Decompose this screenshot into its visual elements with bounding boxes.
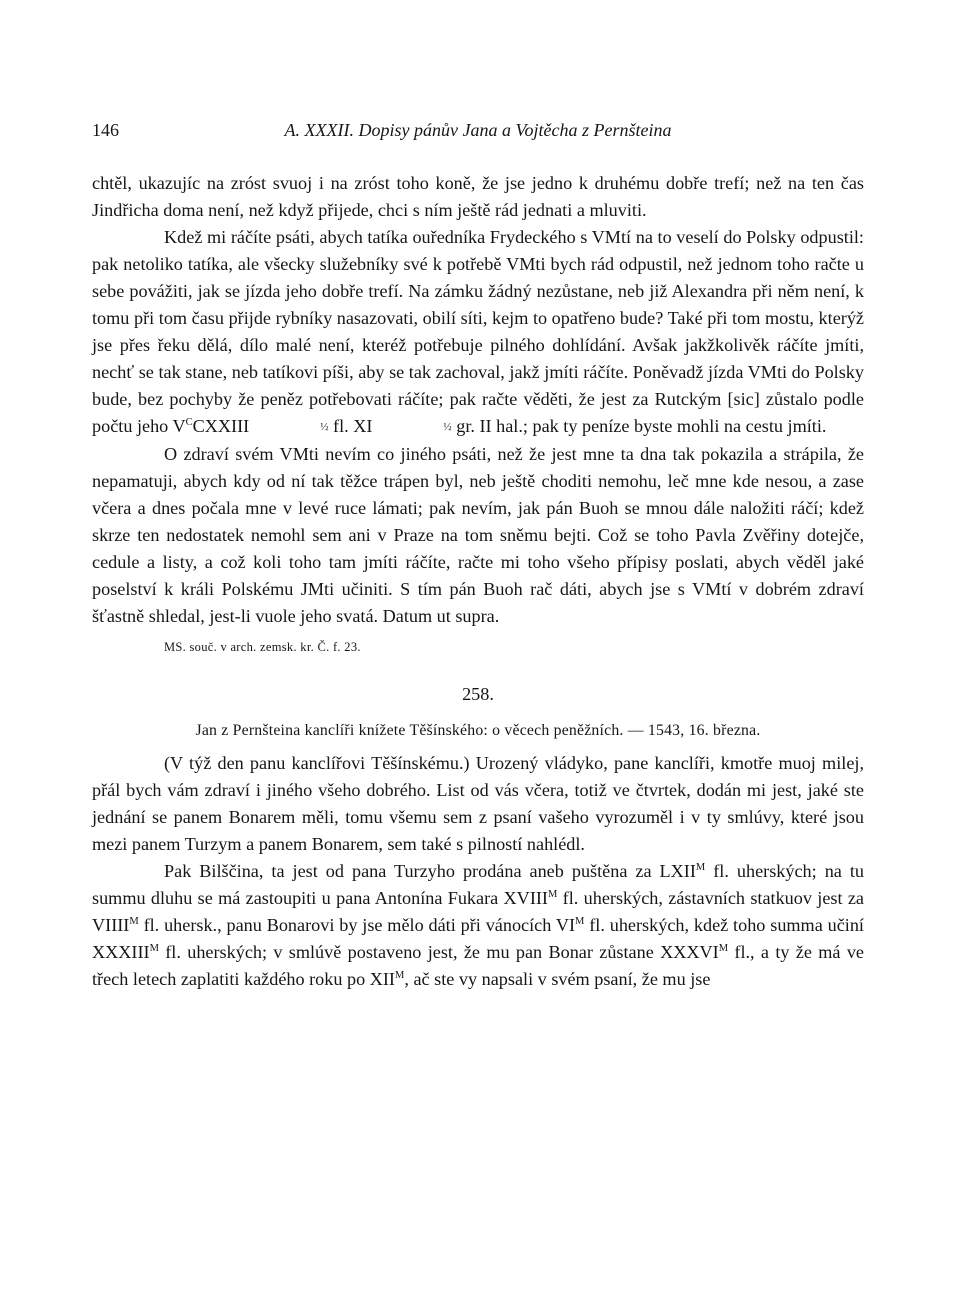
paragraph-zdravi: O zdraví svém VMti nevím co jiného psáti, než že jest mne ta dna tak pokazila a strápila, že nepamatuji, abych kdy od ní tak těžce trápen byl, neb ještě choditi nemohu, leč mne kde nesou, a zase včera a dnes počala mne v levé ruce lámati; pak nevím, jak pán Buoh se mnou dále naložiti ráčí; kdež skrze ten nedostatek nemohl sem ani v Praze na tom sněmu bejti. Což se toho Pavla Zvěřiny dotejče, cedule a listy, a což koli toho tam jmíti ráčíte, račte mi toho všeho přípisy poslati, abych věděl jaké poselství k králi Polskému JMti učiniti. S tím pán Buoh rač dáti, abych jse s VMtí v dobrém zdraví šťastně shledal, jest-li vuole jeho svatá. Datum ut supra.	[92, 444, 864, 626]
inline-text: fl. XI	[328, 416, 373, 436]
paragraph-text: Pak Bilščina, ta jest od pana Turzyho prodána aneb puštěna za LXII	[164, 861, 696, 881]
running-head: A. XXXII. Dopisy pánův Jana a Vojtěcha z Pernšteina	[284, 120, 672, 140]
half-fraction: ½	[320, 421, 329, 433]
paragraph-polsky	[92, 224, 864, 441]
superscript: M	[548, 888, 558, 900]
superscript: M	[149, 942, 159, 954]
document-body	[92, 750, 864, 993]
paragraph-continuation: chtěl, ukazujíc na zróst svuoj i na zróst toho koně, že jse jedno k druhému dobře trefí; než na ten čas Jindřicha doma není, než když přijede, chci s ním ještě rád jednati a mluviti.	[92, 173, 864, 220]
document-heading: Jan z Pernšteina kanclíři knížete Těšínského: o věcech peněžních. — 1543, 16. března.	[195, 722, 761, 739]
superscript: M	[395, 969, 405, 981]
paragraph-text: fl., a ty že má ve třech letech zaplatiti každého roku po XII	[92, 942, 864, 989]
paragraph-text: fl. uherských; v smlúvě postaveno jest, že mu pan Bonar zůstane XXXVI	[158, 942, 719, 962]
source-note: MS. souč. v arch. zemsk. kr. Č. f. 23.	[164, 640, 361, 654]
paragraph-text: fl. uherských, kdež toho summa učiní XXXIII	[92, 915, 864, 962]
body-text	[92, 170, 864, 993]
paragraph-text: , ač ste vy napsali v svém psaní, že mu jse	[404, 969, 711, 989]
superscript: M	[718, 942, 729, 954]
paragraph-letter-opening: (V týž den panu kanclířovi Těšínskému.) Urozený vládyko, pane kanclíři, kmotře muoj milej, přál bych vám zdraví i jiného všeho dobrého. List od vás včera, totiž ve čtvrtek, dodán mi jest, jaké ste jednání se panem Bonarem měli, tomu všemu sem z psaní vašeho vyrozuměl i v ty smlúvy, které jsou mezi panem Turzym a panem Bonarem, sem také s pilností nahlédl.	[92, 753, 864, 854]
paragraph-text: fl. uherských; na tu summu dluhu se má zastoupiti u pana Antonína Fukara XVIII	[92, 861, 865, 908]
superscript: M	[129, 915, 139, 927]
superscript: M	[575, 915, 585, 927]
inline-text: gr. II hal.; pak ty peníze byste mohli na cestu jmíti.	[451, 416, 827, 436]
document-number: 258.	[462, 684, 494, 704]
paragraph-text: fl. uhersk., panu Bonarovi by jse mělo dáti při vánocích VI	[138, 915, 576, 935]
roman-numeral: CXXIII	[192, 416, 250, 436]
document-page	[92, 110, 864, 993]
page-header	[92, 110, 864, 140]
half-fraction: ½	[443, 421, 452, 433]
paragraph-text: fl. uherských, zástavních statkuov jest za VIIII	[92, 888, 864, 935]
paragraph-text: Kdež mi ráčíte psáti, abych tatíka ouředníka Frydeckého s VMtí na to veselí do Polsky odpustil: pak netoliko tatíka, ale všecky služebníky své k potřebě VMti bych rád odpustil, než jednom toho račte u sebe povážiti, jak se jízda jeho dobře trefí. Na zámku žádný nezůstane, neb již Alexandra při něm není, k tomu při tom času přijde rybníky nasazovati, obilí síti, kejm to opatřeno bude? Také při tom mostu, kterýž jse přes řeku dělá, dílo malé není, kteréž potřebuje pilného dohlídání. Avšak jakžkolivěk ráčíte jmíti, nechť se tak stane, neb tatíkovi píši, aby se tak zachoval, jakž jmíti ráčíte. Poněvadž jízda VMti do Polsky bude, bez pochyby že peněz potřebovati ráčíte; pak račte věděti, že jest za Rutckým [sic] zůstalo podle počtu jeho V	[92, 227, 864, 436]
superscript: C	[185, 416, 193, 428]
paragraph-bilscina	[92, 858, 864, 993]
superscript: M	[695, 861, 706, 873]
page-number: 146	[92, 120, 119, 140]
